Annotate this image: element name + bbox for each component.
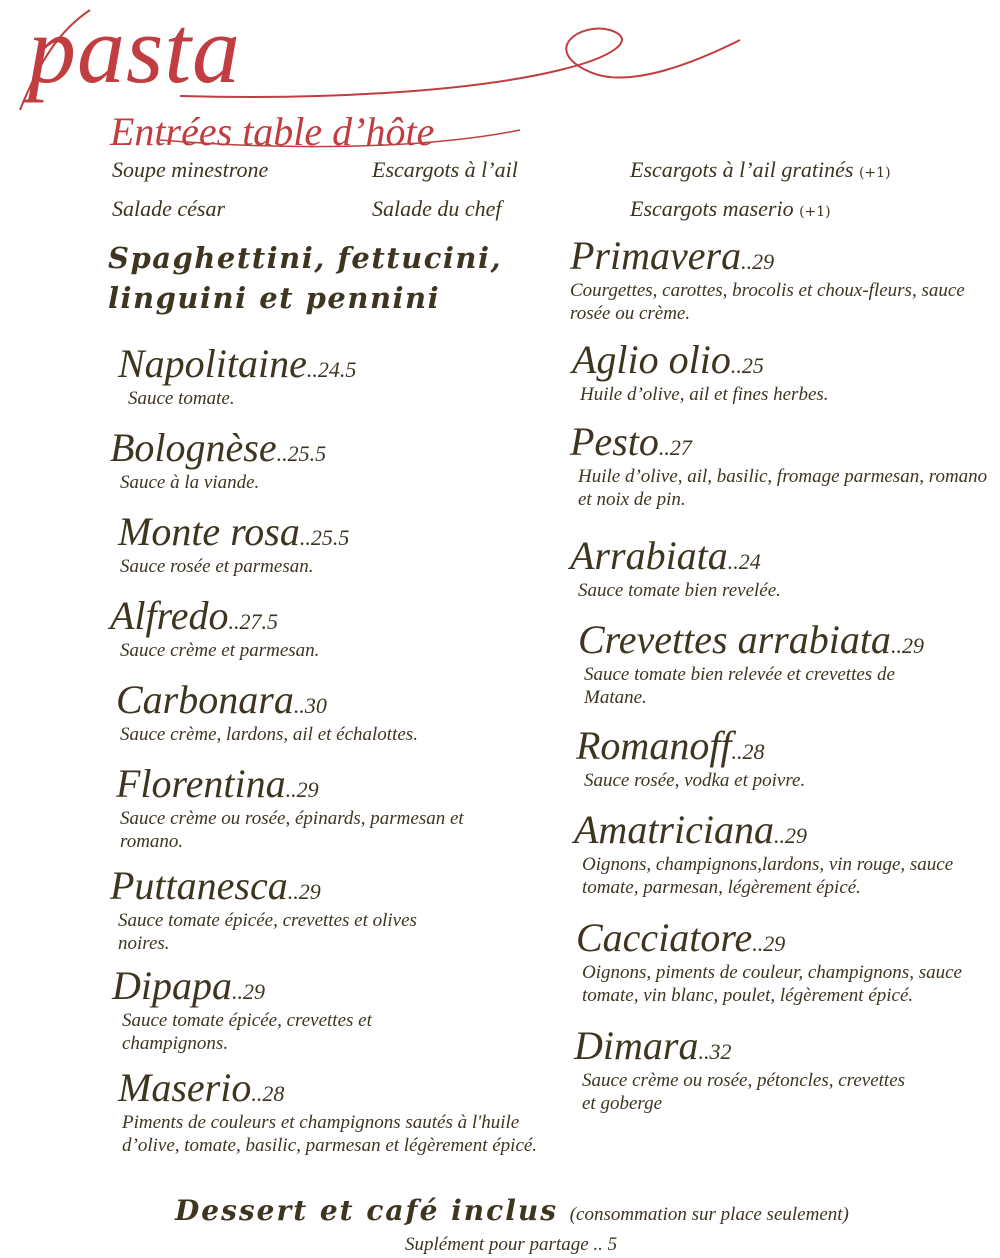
item-price: ..27 (658, 435, 692, 460)
item-name: Napolitaine (118, 341, 307, 386)
item-name: Carbonara (116, 677, 294, 722)
item-price: ..29 (287, 879, 321, 904)
item-name: Amatriciana (574, 807, 774, 852)
menu-item-bolognese (110, 424, 550, 494)
entree-item: Salade césar (112, 196, 226, 221)
section-heading-line1: Spaghettini, fettucini, (108, 241, 503, 275)
item-price: ..29 (890, 633, 924, 658)
menu-item-pesto (570, 418, 998, 511)
item-price: ..29 (752, 931, 786, 956)
item-name: Alfredo (110, 593, 229, 638)
item-description: Sauce crème et parmesan. (120, 640, 320, 661)
item-price: ..24.5 (306, 357, 357, 382)
item-description: Sauce tomate épicée, crevettes et champignons. (122, 1010, 372, 1054)
item-description: Piments de couleurs et champignons sautés à l'huile d’olive, tomate, basilic, parmesan et légèrement épicé. (122, 1112, 538, 1156)
item-name: Romanoff (576, 723, 732, 768)
menu-item-maserio (118, 1064, 542, 1157)
menu-item-aglio-olio (572, 336, 980, 406)
item-price: ..29 (285, 777, 319, 802)
item-description: Oignons, champignons,lardons, vin rouge, sauce tomate, parmesan, légèrement épicé. (582, 854, 954, 898)
section-heading-line2: linguini et pennini (108, 281, 441, 315)
item-description: Sauce tomate bien revelée. (578, 580, 781, 601)
item-name: Florentina (116, 761, 286, 806)
item-name: Primavera (570, 233, 742, 278)
footer-dessert-coffee (175, 1194, 849, 1227)
section-heading (108, 238, 568, 318)
menu-item-romanoff (576, 722, 984, 792)
item-price: ..29 (773, 823, 807, 848)
item-price: ..29 (232, 979, 265, 1004)
item-name: Aglio olio (572, 337, 731, 382)
footer-sharing-supplement: Suplément pour partage .. 5 (405, 1234, 618, 1255)
menu-item-dipapa (112, 962, 422, 1055)
item-price: ..29 (741, 249, 775, 274)
item-price: ..30 (293, 693, 327, 718)
item-price: ..25 (730, 353, 764, 378)
entrees-subtitle: Entrées table d’hôte (110, 109, 435, 154)
menu-item-arrabiata (570, 532, 978, 602)
item-name: Monte rosa (118, 509, 300, 554)
menu-item-carbonara (116, 676, 550, 746)
item-price: ..24 (727, 549, 761, 574)
footer-main-text: Dessert et café inclus (175, 1194, 558, 1227)
menu-item-amatriciana (574, 806, 992, 899)
item-description: Sauce tomate bien relevée et crevettes de Matane. (584, 664, 895, 708)
menu-item-florentina (116, 760, 530, 853)
item-name: Crevettes arrabiata (578, 617, 891, 662)
item-name: Bolognèse (110, 425, 277, 470)
item-name: Pesto (570, 419, 659, 464)
item-price: ..28 (251, 1081, 285, 1106)
menu-item-crevettes-arrabiata (578, 616, 944, 709)
entree-item: Salade du chef (372, 196, 502, 221)
menu-item-alfredo (110, 592, 550, 662)
item-description: Oignons, piments de couleur, champignons, sauce tomate, vin blanc, poulet, légèrement épicé. (582, 962, 962, 1006)
item-name: Puttanesca (110, 863, 288, 908)
menu-item-monte-rosa (118, 508, 550, 578)
item-description: Sauce crème, lardons, ail et échalottes. (120, 724, 418, 745)
item-description: Sauce rosée, vodka et poivre. (584, 770, 806, 791)
entree-item: Escargots à l’ail (372, 157, 518, 182)
menu-item-cacciatore (576, 914, 1000, 1007)
entree-item: Escargots maserio (+1) (630, 196, 831, 221)
entree-item: Escargots à l’ail gratinés (+1) (630, 157, 891, 182)
item-price: ..25.5 (299, 525, 350, 550)
item-description: Courgettes, carottes, brocolis et choux-fleurs, sauce rosée ou crème. (570, 280, 965, 324)
menu-item-primavera (570, 232, 995, 325)
menu-item-napolitaine (118, 340, 558, 410)
entree-item: Soupe minestrone (112, 157, 269, 182)
item-name: Maserio (118, 1065, 252, 1110)
item-description: Sauce tomate épicée, crevettes et olives noires. (118, 910, 417, 954)
item-description: Sauce à la viande. (120, 472, 260, 493)
menu-item-dimara (574, 1022, 922, 1115)
item-description: Sauce crème ou rosée, pétoncles, crevettes et goberge (582, 1070, 906, 1114)
item-description: Sauce tomate. (128, 388, 235, 409)
item-description: Sauce crème ou rosée, épinards, parmesan et romano. (120, 808, 464, 852)
item-name: Cacciatore (576, 915, 753, 960)
item-price: ..27.5 (228, 609, 278, 634)
menu-item-puttanesca (110, 862, 438, 955)
item-price: ..32 (698, 1039, 732, 1064)
page-title: pasta (28, 0, 242, 103)
item-name: Dimara (574, 1023, 699, 1068)
item-name: Arrabiata (570, 533, 728, 578)
item-description: Huile d’olive, ail et fines herbes. (580, 384, 829, 405)
footer-note: (consommation sur place seulement) (569, 1204, 849, 1225)
item-description: Sauce rosée et parmesan. (120, 556, 314, 577)
item-description: Huile d’olive, ail, basilic, fromage parmesan, romano et noix de pin. (578, 466, 988, 510)
item-price: ..28 (731, 739, 765, 764)
item-price: ..25.5 (276, 441, 327, 466)
item-name: Dipapa (112, 963, 232, 1008)
